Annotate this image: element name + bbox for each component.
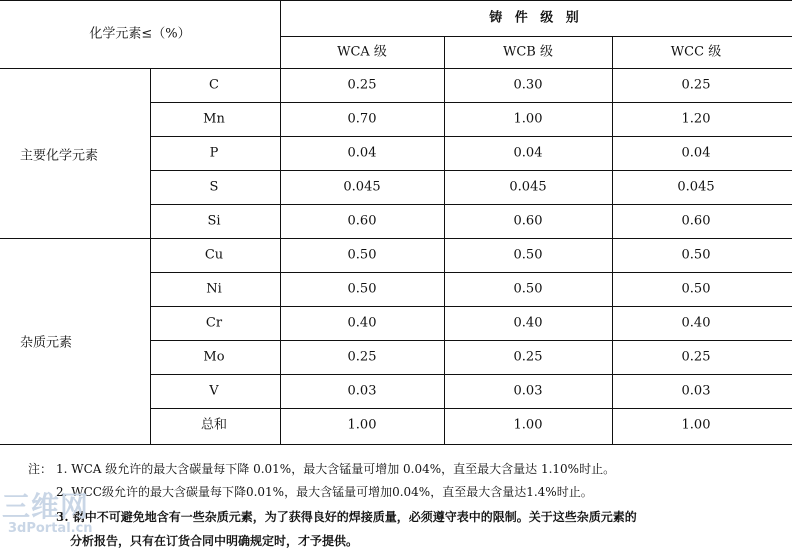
table-cell-value: 0.25 bbox=[347, 349, 377, 365]
table-cell-value: 0.60 bbox=[347, 213, 377, 229]
table-cell-value: 0.03 bbox=[681, 383, 711, 399]
table-cell-value: 0.50 bbox=[347, 247, 377, 263]
table-row-element: Mn bbox=[203, 111, 225, 127]
table-row-element: Mo bbox=[203, 349, 225, 365]
table-cell-value: 1.00 bbox=[681, 417, 711, 433]
table-cell-value: 0.25 bbox=[681, 349, 711, 365]
row-rule bbox=[0, 238, 792, 239]
header-casting-grade: 铸 件 级 别 bbox=[489, 10, 583, 26]
table-cell-value: 0.50 bbox=[513, 281, 543, 297]
table-row-element: S bbox=[209, 179, 219, 195]
table-row-element: Cr bbox=[205, 315, 223, 331]
table-cell-value: 0.40 bbox=[347, 315, 377, 331]
table-row-element: V bbox=[209, 383, 219, 399]
table-cell-value: 0.30 bbox=[513, 77, 543, 93]
header-grade-wca: WCA 级 bbox=[337, 44, 387, 60]
table-cell-value: 0.04 bbox=[347, 145, 377, 161]
table-cell-value: 0.25 bbox=[347, 77, 377, 93]
row-rule bbox=[150, 170, 792, 171]
table-cell-value: 0.50 bbox=[347, 281, 377, 297]
table-row-element: Si bbox=[207, 213, 221, 229]
table-cell-value: 1.20 bbox=[681, 111, 711, 127]
watermark-line-1: 三维网 bbox=[2, 490, 90, 523]
table-cell-value: 0.045 bbox=[509, 179, 547, 195]
table-cell-value: 0.045 bbox=[677, 179, 715, 195]
group-label-impurity-elements: 杂质元素 bbox=[20, 335, 73, 351]
row-rule bbox=[150, 306, 792, 307]
header-group-rule bbox=[280, 36, 792, 37]
row-rule bbox=[150, 102, 792, 103]
table-row-element: P bbox=[209, 145, 219, 161]
note-item-3: 3. 钢中不可避免地含有一些杂质元素，为了获得良好的焊接质量，必须遵守表中的限制。关于这些杂质元素的 bbox=[56, 510, 637, 524]
note-item-2: 2. WCC级允许的最大含碳量每下降0.01%，最大含锰量可增加0.04%，直至最大含量达1.4%时止。 bbox=[56, 485, 593, 499]
row-rule bbox=[150, 408, 792, 409]
table-cell-value: 0.04 bbox=[513, 145, 543, 161]
table-cell-value: 0.25 bbox=[681, 77, 711, 93]
header-element-limit: 化学元素≤（%） bbox=[89, 26, 191, 42]
col-rule-wcc bbox=[612, 36, 613, 444]
table-cell-value: 0.50 bbox=[681, 281, 711, 297]
table-cell-value: 0.50 bbox=[681, 247, 711, 263]
col-rule-group bbox=[150, 68, 151, 444]
table-top-rule bbox=[0, 0, 792, 1]
row-rule bbox=[150, 272, 792, 273]
table-row-element: Ni bbox=[206, 281, 222, 297]
col-rule-element bbox=[280, 0, 281, 444]
table-cell-value: 0.04 bbox=[681, 145, 711, 161]
col-rule-wcb bbox=[444, 36, 445, 444]
table-cell-value: 0.50 bbox=[513, 247, 543, 263]
table-cell-value: 1.00 bbox=[347, 417, 377, 433]
table-cell-value: 0.03 bbox=[513, 383, 543, 399]
row-rule bbox=[150, 136, 792, 137]
table-cell-value: 0.40 bbox=[513, 315, 543, 331]
note-item-3-continued: 分析报告，只有在订货合同中明确规定时，才予提供。 bbox=[70, 534, 359, 548]
table-cell-value: 0.40 bbox=[681, 315, 711, 331]
table-cell-value: 1.00 bbox=[513, 111, 543, 127]
watermark-line-2: 3dPortal.cn bbox=[8, 521, 93, 536]
row-rule bbox=[150, 204, 792, 205]
table-row-element: 总和 bbox=[200, 417, 228, 433]
table-cell-value: 0.25 bbox=[513, 349, 543, 365]
table-bottom-rule bbox=[0, 444, 792, 445]
table-row-element: Cu bbox=[204, 247, 224, 263]
header-grade-wcb: WCB 级 bbox=[503, 44, 553, 60]
table-cell-value: 1.00 bbox=[513, 417, 543, 433]
table-row-element: C bbox=[209, 77, 219, 93]
group-label-main-elements: 主要化学元素 bbox=[20, 148, 99, 164]
header-bottom-rule bbox=[0, 68, 792, 69]
table-cell-value: 0.60 bbox=[513, 213, 543, 229]
note-item-1: 1. WCA 级允许的最大含碳量每下降 0.01%，最大含锰量可增加 0.04%，直至最大含量达 1.10%时止。 bbox=[56, 462, 616, 476]
row-rule bbox=[150, 374, 792, 375]
table-cell-value: 0.70 bbox=[347, 111, 377, 127]
notes-prefix: 注： bbox=[28, 462, 53, 476]
header-grade-wcc: WCC 级 bbox=[670, 44, 722, 60]
table-cell-value: 0.03 bbox=[347, 383, 377, 399]
watermark-logo bbox=[2, 492, 93, 536]
row-rule bbox=[150, 340, 792, 341]
table-cell-value: 0.60 bbox=[681, 213, 711, 229]
table-cell-value: 0.045 bbox=[343, 179, 381, 195]
